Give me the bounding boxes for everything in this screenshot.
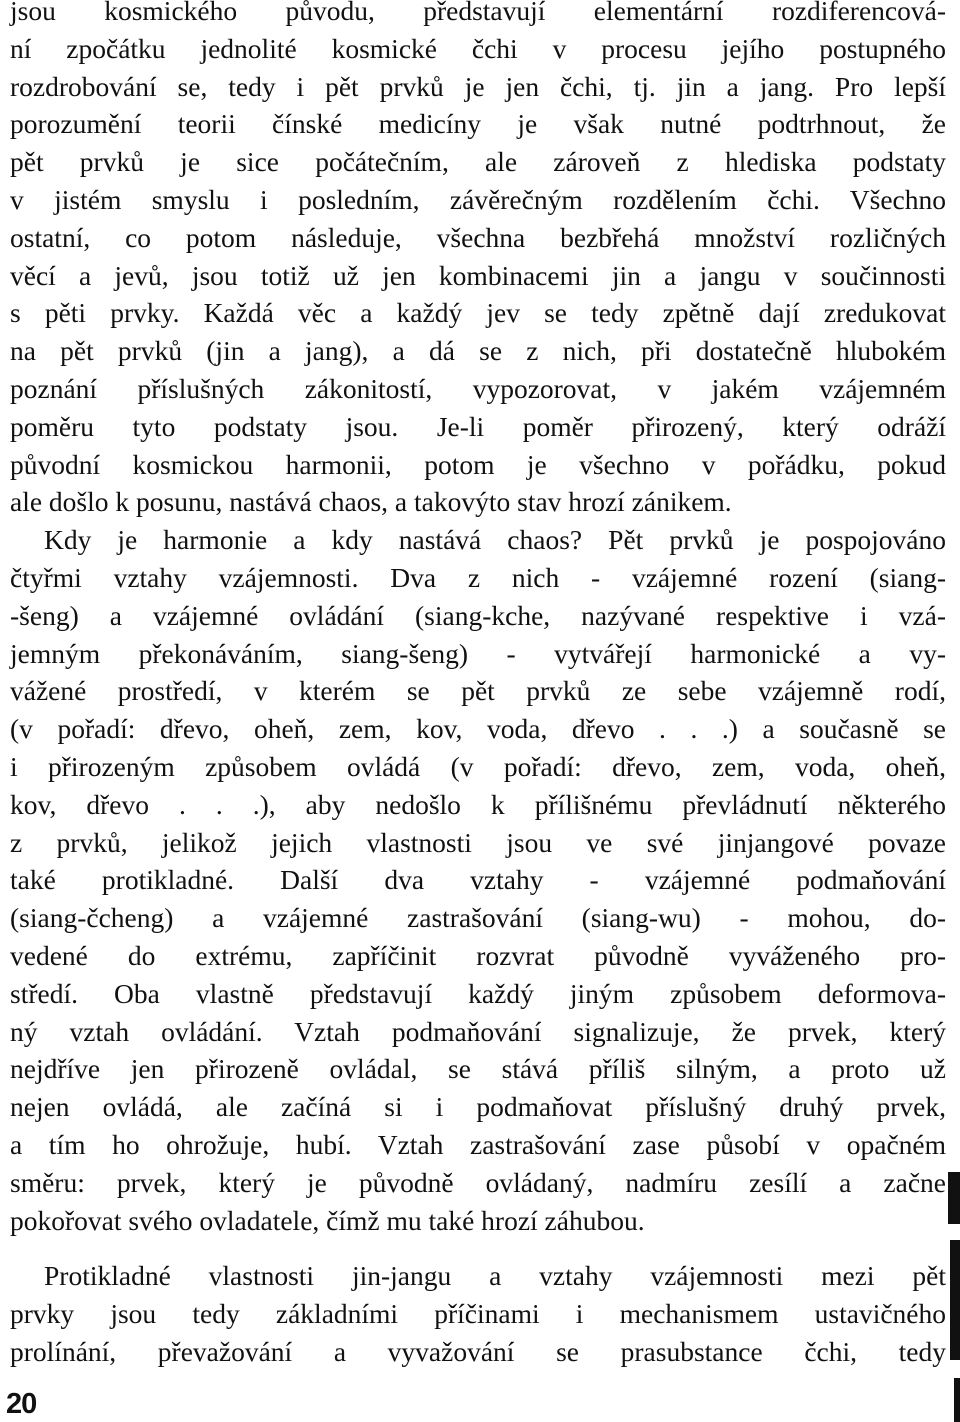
text-line: a tím ho ohrožuje, hubí. Vztah zastrašování zase působí v opačném bbox=[10, 1128, 946, 1160]
text-line: kov, dřevo . . .), aby nedošlo k přílišnému převládnutí některého bbox=[10, 788, 946, 820]
text-line: nejdříve jen přirozeně ovládal, se stává příliš silným, a proto už bbox=[10, 1053, 946, 1085]
text-line: rozdrobování se, tedy i pět prvků je jen čchi, tj. jin a jang. Pro lepší bbox=[10, 70, 946, 102]
scan-edge-mark bbox=[948, 1172, 960, 1224]
text-line: směru: prvek, který je původně ovládaný, nadmíru zesílí a začne bbox=[10, 1166, 946, 1198]
text-line: (v pořadí: dřevo, oheň, zem, kov, voda, dřevo . . .) a současně se bbox=[10, 713, 946, 745]
text-line: ale došlo k posunu, nastává chaos, a takovýto stav hrozí zánikem. bbox=[10, 486, 732, 518]
text-line: -šeng) a vzájemné ovládání (siang-kche, nazývané respektive i vzá- bbox=[10, 599, 946, 631]
scan-edge-mark bbox=[954, 1378, 960, 1422]
text-line: vážené prostředí, v kterém se pět prvků ze sebe vzájemně rodí, bbox=[10, 675, 946, 707]
text-line: s pěti prvky. Každá věc a každý jev se tedy zpětně dají zredukovat bbox=[10, 297, 946, 329]
paragraph-2 bbox=[10, 1257, 946, 1370]
body-text bbox=[10, 0, 946, 1371]
page-number: 20 bbox=[6, 1388, 37, 1420]
text-line: z prvků, jelikož jejich vlastnosti jsou ve své jinjangové povaze bbox=[10, 826, 946, 858]
text-line: poměru tyto podstaty jsou. Je-li poměr přirozený, který odráží bbox=[10, 410, 946, 442]
text-line: vedené do extrému, zapříčinit rozvrat původně vyváženého pro- bbox=[10, 939, 946, 971]
text-line: i přirozeným způsobem ovládá (v pořadí: dřevo, zem, voda, oheň, bbox=[10, 750, 946, 782]
text-line: nejen ovládá, ale začíná si i podmaňovat příslušný druhý prvek, bbox=[10, 1091, 946, 1123]
text-line: prolínání, převažování a vyvažování se prasubstance čchi, tedy bbox=[10, 1335, 946, 1367]
text-line: ný vztah ovládání. Vztah podmaňování signalizuje, že prvek, který bbox=[10, 1015, 946, 1047]
text-line: ostatní, co potom následuje, všechna bezbřehá množství rozličných bbox=[10, 221, 946, 253]
text-line: jemným překonáváním, siang-šeng) - vytvářejí harmonické a vy- bbox=[10, 637, 946, 669]
text-line: věcí a jevů, jsou totiž už jen kombinacemi jin a jangu v součinnosti bbox=[10, 259, 946, 291]
text-line: středí. Oba vlastně představují každý jiným způsobem deformova- bbox=[10, 977, 946, 1009]
text-line: čtyřmi vztahy vzájemnosti. Dva z nich - vzájemné rození (siang- bbox=[10, 561, 946, 593]
scan-edge-mark bbox=[950, 1240, 960, 1360]
text-line: na pět prvků (jin a jang), a dá se z nich, při dostatečně hlubokém bbox=[10, 335, 946, 367]
text-line: prvky jsou tedy základními příčinami i mechanismem ustavičného bbox=[10, 1298, 946, 1330]
text-line: v jistém smyslu i posledním, závěrečným rozdělením čchi. Všechno bbox=[10, 183, 946, 215]
text-line: pokořovat svého ovladatele, čímž mu také hrozí záhubou. bbox=[10, 1204, 645, 1236]
text-line: také protikladné. Další dva vztahy - vzájemné podmaňování bbox=[10, 864, 946, 896]
text-line: poznání příslušných zákonitostí, vypozorovat, v jakém vzájemném bbox=[10, 372, 946, 404]
text-line: porozumění teorii čínské medicíny je však nutné podtrhnout, že bbox=[10, 108, 946, 140]
text-line: Protikladné vlastnosti jin-jangu a vztahy vzájemnosti mezi pět bbox=[44, 1260, 946, 1292]
text-line: (siang-čcheng) a vzájemné zastrašování (siang-wu) - mohou, do- bbox=[10, 902, 946, 934]
text-line: původní kosmickou harmonii, potom je všechno v pořádku, pokud bbox=[10, 448, 946, 480]
text-line: pět prvků je sice počátečním, ale zároveň z hlediska podstaty bbox=[10, 146, 946, 178]
paragraph-1 bbox=[10, 0, 946, 1239]
text-line: ní zpočátku jednolité kosmické čchi v procesu jejího postupného bbox=[10, 32, 946, 64]
text-line: Kdy je harmonie a kdy nastává chaos? Pět prvků je pospojováno bbox=[44, 524, 946, 556]
text-line: jsou kosmického původu, představují elementární rozdiferencová- bbox=[10, 0, 946, 26]
